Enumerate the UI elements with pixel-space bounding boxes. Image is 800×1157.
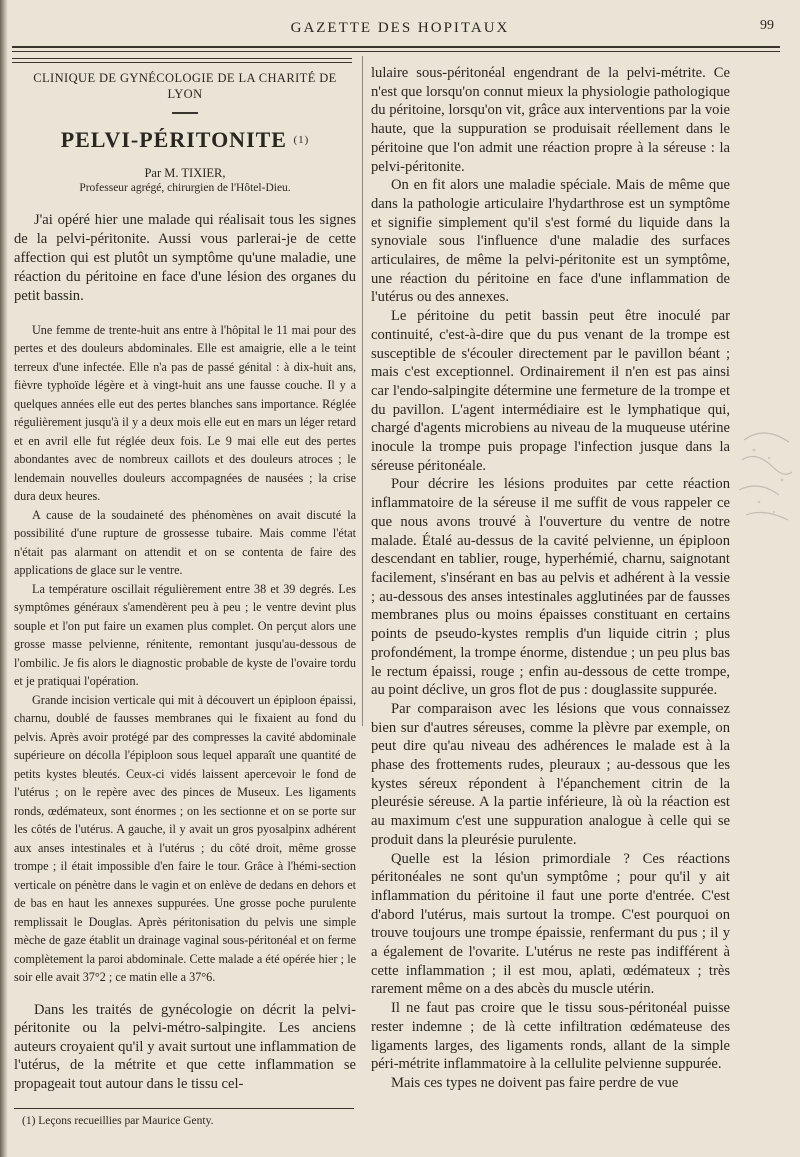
intro-paragraph: J'ai opéré hier une malade qui réalisait tous les signes de la pelvi-péritonite. Aussi vous parlerai-je de cette affection qui est plutôt un symptôme qu'une maladie, une réaction du péritoine en face d'une lésion des organes du petit bassin. <box>14 212 356 304</box>
header-rule-thin <box>12 51 780 52</box>
body-paragraph: Quelle est la lésion primordiale ? Ces réactions péritonéales ne sont qu'un symptôme ; pour qu'il y ait inflammation du péritoine il faut une porte d'entrée. C'est d'abord l'utérus, mais surtout la trompe. C'est pourquoi on trouve toujours une trompe épaissie, renfermant du pus ; il y a également de l'ovarite. L'utérus ne reste pas indifférent à cette inflammation ; il est mou, aplati, œdémateux ; très rarement même on a des abcès du muscle utérin. <box>371 850 730 998</box>
case-paragraph: A cause de la soudaineté des phénomènes on avait discuté la possibilité d'une rupture de grossesse tubaire. Mais comme l'état n'était pas alarmant on attendit et on se contenta de faire des applications de glace sur le ventre. <box>14 507 356 578</box>
left-column <box>14 70 356 1127</box>
body-paragraph: Il ne faut pas croire que le tissu sous-péritonéal puisse rester indemne ; de là cette infiltration œdémateuse des ligaments larges, des ligaments ronds, allant de la simple péri-métrite inflammatoire à la cellulite pelvienne suppurée. <box>371 1000 730 1073</box>
article-title <box>14 127 356 153</box>
section-rule-2 <box>12 62 352 63</box>
article-title-text: PELVI-PÉRITONITE <box>60 127 287 152</box>
author-role: Professeur agrégé, chirurgien de l'Hôtel-Dieu. <box>79 182 291 194</box>
page-number: 99 <box>760 18 774 33</box>
case-paragraph: Grande incision verticale qui mit à découvert un épiploon épaissi, charnu, doublé de fausses membranes qui le fixaient au fond du pelvis. Après avoir protégé par des compresses la cavité abdominale supérieure on décolla l'épiploon sous lequel apparaît une quantité de petits kystes bleutés. Ceux-ci vidés laissent apercevoir le fond de l'utérus ; on le repère avec des pinces de Museux. Les ligaments ronds, œdémateux, sont énormes ; on les sectionne et on se porte sur les côtés de l'utérus. A gauche, il y avait un gros pyosalpinx adhérent aux anses intestinales et à l'utérus ; du côté droit, même grosse trompe ; il était impossible d'en faire le tour. Grâce à l'hémi-section verticale on pénètre dans le vagin et on enlève de dedans en dehors et de bas en haut les annexes suppurées. Une grosse poche purulente remplissait le Douglas. Après péritonisation du pelvis une simple mèche de gaze établit un drainage vaginal sous-péritonéal et on ferme complètement la paroi abdominale. Cette malade a été opérée hier ; le soir elle avait 37°2 ; ce matin elle a 37°6. <box>14 692 356 985</box>
body-paragraph: lulaire sous-péritonéal engendrant de la pelvi-métrite. Ce n'est que lorsqu'on connut mieux la physiologie pathologique du péritoine, lorsqu'on vit, grâce aux interventions par la voie haute, que la suppuration se produisait réellement dans le péritoine que l'on admit une réaction propre à la séreuse : la pelvi-péritonite. <box>371 65 730 175</box>
body-paragraph: Pour décrire les lésions produites par cette réaction inflammatoire de la séreuse il me suffit de vous rappeler ce que nous avons trouvé à l'ouverture du ventre de notre malade. Étalé au-dessus de la cavité pelvienne, un épiploon descendant en tablier, rouge, hyperhémié, charnu, saignotant facilement, s'insérant en bas au pelvis et adhérent à la vessie ; au-dessous des anses intestinales agglutinées par de fausses membranes plus ou moins épaisses constituant en certains points de pseudo-kystes remplis d'un liquide citrin ; plus profondément, la trompe énorme, distendue ; un peu plus bas le rectum épaissi, rouge ; enfin au-dessous de cette trompe, au point déclive, un gros flot de pus : douglassite suppurée. <box>371 476 730 699</box>
case-paragraph: Une femme de trente-huit ans entre à l'hôpital le 11 mai pour des pertes et des douleurs abdominales. Elle est amaigrie, elle a le teint terreux d'une infectée. Elle n'a pas de passé génital : à dix-huit ans, fièvre typhoïde légère et à vingt-huit ans une fausse couche. Il y a quelques années elle eut des pertes blanches sans importance. Réglée régulièrement jusqu'à il y a deux mois elle eut en mars un léger retard et en avril elle fut réglée deux fois. Le 9 mai elle eut des pertes abondantes avec de nombreux caillots et des douleurs atroces ; le lendemain nouvelles douleurs accompagnées de nausées ; la crise dura deux heures. <box>14 322 356 504</box>
title-rule <box>172 112 198 114</box>
body-paragraph: Le péritoine du petit bassin peut être inoculé par continuité, c'est-à-dire que du pus venant de la trompe est susceptible de s'écouler directement par le pavillon béant ; mais c'est exceptionnel. Ordinairement il n'en est pas ainsi car l'endo-salpingite détermine une fermeture de la trompe et du pavillon. L'agent intermédiaire est le lymphatique qui, chargé d'agents microbiens au niveau de la muqueuse utérine inocule la trompe puis propage l'infection jusque dans la séreuse péritonéale. <box>371 308 730 474</box>
discussion-paragraph: Dans les traités de gynécologie on décrit la pelvi-péritonite ou la pelvi-métro-salpingite. Les anciens auteurs croyaient qu'il y avait surtout une inflammation de l'utérus, de la métrite et que cette inflammation se propageait tout autour dans le tissu cel- <box>14 1001 356 1092</box>
clinic-heading: CLINIQUE DE GYNÉCOLOGIE DE LA CHARITÉ DE LYON <box>33 71 337 101</box>
running-title: GAZETTE DES HOPITAUX <box>290 20 510 36</box>
footnote: (1) Leçons recueillies par Maurice Genty. <box>22 1115 214 1128</box>
header-rule <box>12 46 780 48</box>
case-paragraph: La température oscillait régulièrement entre 38 et 39 degrés. Les symptômes généraux s'amendèrent peu à peu ; le ventre devint plus souple et l'on put faire un examen plus complet. On perçut alors une grosse masse pelvienne, rénitente, remontant jusqu'au-dessous de l'ombilic. Je fis alors le diagnostic probable de kyste de l'ovaire tordu et je pratiquai l'opération. <box>14 581 356 689</box>
right-column <box>371 64 730 1093</box>
title-footnote-mark: (1) <box>293 134 310 146</box>
page-edge <box>0 0 8 1157</box>
body-paragraph: On en fit alors une maladie spéciale. Mais de même que dans la pathologie articulaire l'hydarthrose est un symptôme et signifie simplement qu'il s'est formé du liquide dans la synoviale sous l'influence d'une maladie des surfaces articulaires, de même la pelvi-péritonite est un symptôme, une réaction du péritoine en face d'une inflammation de l'utérus ou des annexes. <box>371 177 730 306</box>
library-stamp-icon <box>734 420 796 530</box>
author: Par M. TIXIER, <box>144 166 226 180</box>
section-rule <box>12 58 352 59</box>
page-header <box>20 18 780 44</box>
body-paragraph: Mais ces types ne doivent pas faire perdre de vue <box>391 1074 679 1091</box>
body-paragraph: Par comparaison avec les lésions que vous connaissez bien sur d'autres séreuses, comme la plèvre par exemple, on peut dire qu'au niveau des adhérences le malade est à la phase des frottements rudes, pleuraux ; au-dessous que les kystes séreux répondent à l'épanchement citrin de la pleurésie séreuse. A la partie inférieure, là où la réaction est au maximum c'est une suppuration analogue à celle qui se produit dans la pleurésie purulente. <box>371 700 730 848</box>
footnote-rule <box>14 1108 354 1109</box>
column-divider <box>362 56 363 726</box>
